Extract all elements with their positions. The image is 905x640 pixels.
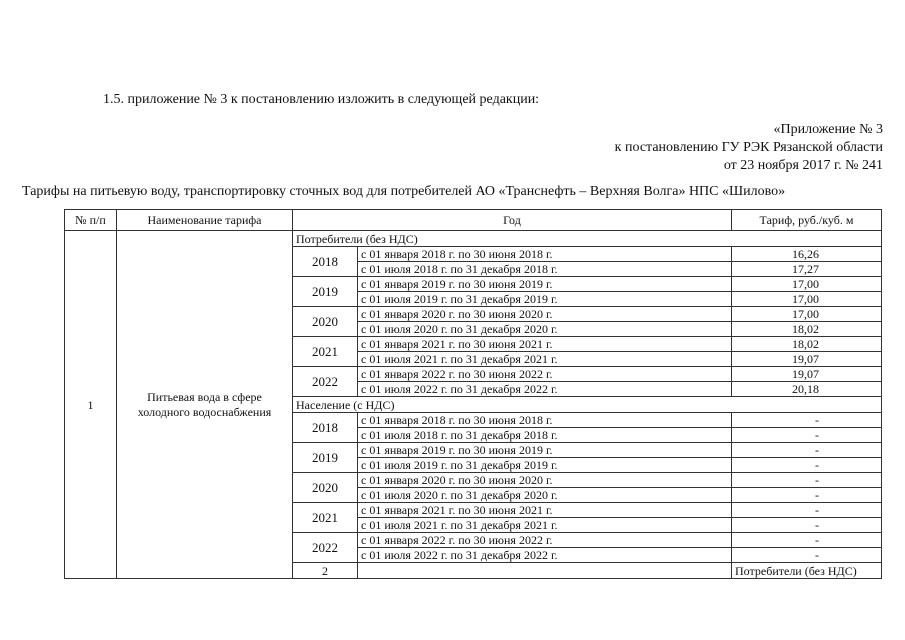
tariff-value-cell: 20,18 <box>732 382 882 397</box>
year-cell: 2020 <box>293 473 358 503</box>
tariff-value-cell: - <box>732 473 882 488</box>
year-cell: 2020 <box>293 307 358 337</box>
period-cell: с 01 июля 2019 г. по 31 декабря 2019 г. <box>358 292 732 307</box>
period-cell: с 01 января 2020 г. по 30 июня 2020 г. <box>358 307 732 322</box>
section-label: Потребители (без НДС) <box>293 231 882 247</box>
tariff-value-cell: 17,27 <box>732 262 882 277</box>
year-cell: 2019 <box>293 277 358 307</box>
appendix-line-1: «Приложение № 3 <box>773 122 883 137</box>
period-cell: с 01 июля 2020 г. по 31 декабря 2020 г. <box>358 322 732 337</box>
period-cell: с 01 июля 2019 г. по 31 декабря 2019 г. <box>358 458 732 473</box>
tariff-value-cell: - <box>732 533 882 548</box>
tariff-value-cell: 17,00 <box>732 277 882 292</box>
intro-text: 1.5. приложение № 3 к постановлению изложить в следующей редакции: <box>103 92 540 107</box>
period-cell: с 01 января 2018 г. по 30 июня 2018 г. <box>358 413 732 428</box>
year-cell: 2019 <box>293 443 358 473</box>
tariff-value-cell: - <box>732 518 882 533</box>
period-cell: с 01 января 2021 г. по 30 июня 2021 г. <box>358 337 732 352</box>
tariff-name <box>358 563 732 579</box>
tariff-value-cell: - <box>732 413 882 428</box>
tariff-value-cell: 19,07 <box>732 352 882 367</box>
period-cell: с 01 июля 2021 г. по 31 декабря 2021 г. <box>358 352 732 367</box>
period-cell: с 01 января 2018 г. по 30 июня 2018 г. <box>358 247 732 262</box>
period-cell: с 01 июля 2022 г. по 31 декабря 2022 г. <box>358 548 732 563</box>
year-cell: 2022 <box>293 533 358 563</box>
period-cell: с 01 января 2020 г. по 30 июня 2020 г. <box>358 473 732 488</box>
header-tariff-name: Наименование тарифа <box>117 210 293 231</box>
year-cell: 2018 <box>293 413 358 443</box>
year-cell: 2018 <box>293 247 358 277</box>
table-row <box>65 231 882 247</box>
document-heading: Тарифы на питьевую воду, транспортировку сточных вод для потребителей АО «Транснефть – Верхняя Волга» НПС «Шилово» <box>22 184 786 199</box>
tariff-value-cell: 16,26 <box>732 247 882 262</box>
period-cell: с 01 июля 2021 г. по 31 декабря 2021 г. <box>358 518 732 533</box>
tariff-value-cell: - <box>732 428 882 443</box>
period-cell: с 01 июля 2018 г. по 31 декабря 2018 г. <box>358 428 732 443</box>
tariff-value-cell: - <box>732 443 882 458</box>
year-cell: 2022 <box>293 367 358 397</box>
period-cell: с 01 июля 2018 г. по 31 декабря 2018 г. <box>358 262 732 277</box>
table-header-row <box>65 210 882 231</box>
period-cell: с 01 января 2022 г. по 30 июня 2022 г. <box>358 367 732 382</box>
header-year: Год <box>293 210 732 231</box>
section-label: Потребители (без НДС) <box>732 563 882 579</box>
tariff-name: Питьевая вода в сфере холодного водоснабжения <box>117 231 293 579</box>
header-tariff-value: Тариф, руб./куб. м <box>732 210 882 231</box>
header-number: № п/п <box>65 210 117 231</box>
appendix-line-3: от 23 ноября 2017 г. № 241 <box>723 158 883 173</box>
tariff-value-cell: - <box>732 548 882 563</box>
tariff-value-cell: 18,02 <box>732 337 882 352</box>
tariff-table <box>64 209 882 579</box>
year-cell: 2021 <box>293 337 358 367</box>
row-number: 1 <box>65 231 117 579</box>
tariff-value-cell: - <box>732 458 882 473</box>
tariff-value-cell: 18,02 <box>732 322 882 337</box>
period-cell: с 01 января 2019 г. по 30 июня 2019 г. <box>358 443 732 458</box>
period-cell: с 01 января 2021 г. по 30 июня 2021 г. <box>358 503 732 518</box>
tariff-value-cell: 17,00 <box>732 292 882 307</box>
period-cell: с 01 июля 2020 г. по 31 декабря 2020 г. <box>358 488 732 503</box>
row-number: 2 <box>293 563 358 579</box>
tariff-value-cell: - <box>732 488 882 503</box>
appendix-line-2: к постановлению ГУ РЭК Рязанской области <box>614 140 883 155</box>
section-label: Население (с НДС) <box>293 397 882 413</box>
period-cell: с 01 января 2022 г. по 30 июня 2022 г. <box>358 533 732 548</box>
tariff-value-cell: - <box>732 503 882 518</box>
tariff-value-cell: 19,07 <box>732 367 882 382</box>
tariff-value-cell: 17,00 <box>732 307 882 322</box>
period-cell: с 01 июля 2022 г. по 31 декабря 2022 г. <box>358 382 732 397</box>
period-cell: с 01 января 2019 г. по 30 июня 2019 г. <box>358 277 732 292</box>
year-cell: 2021 <box>293 503 358 533</box>
